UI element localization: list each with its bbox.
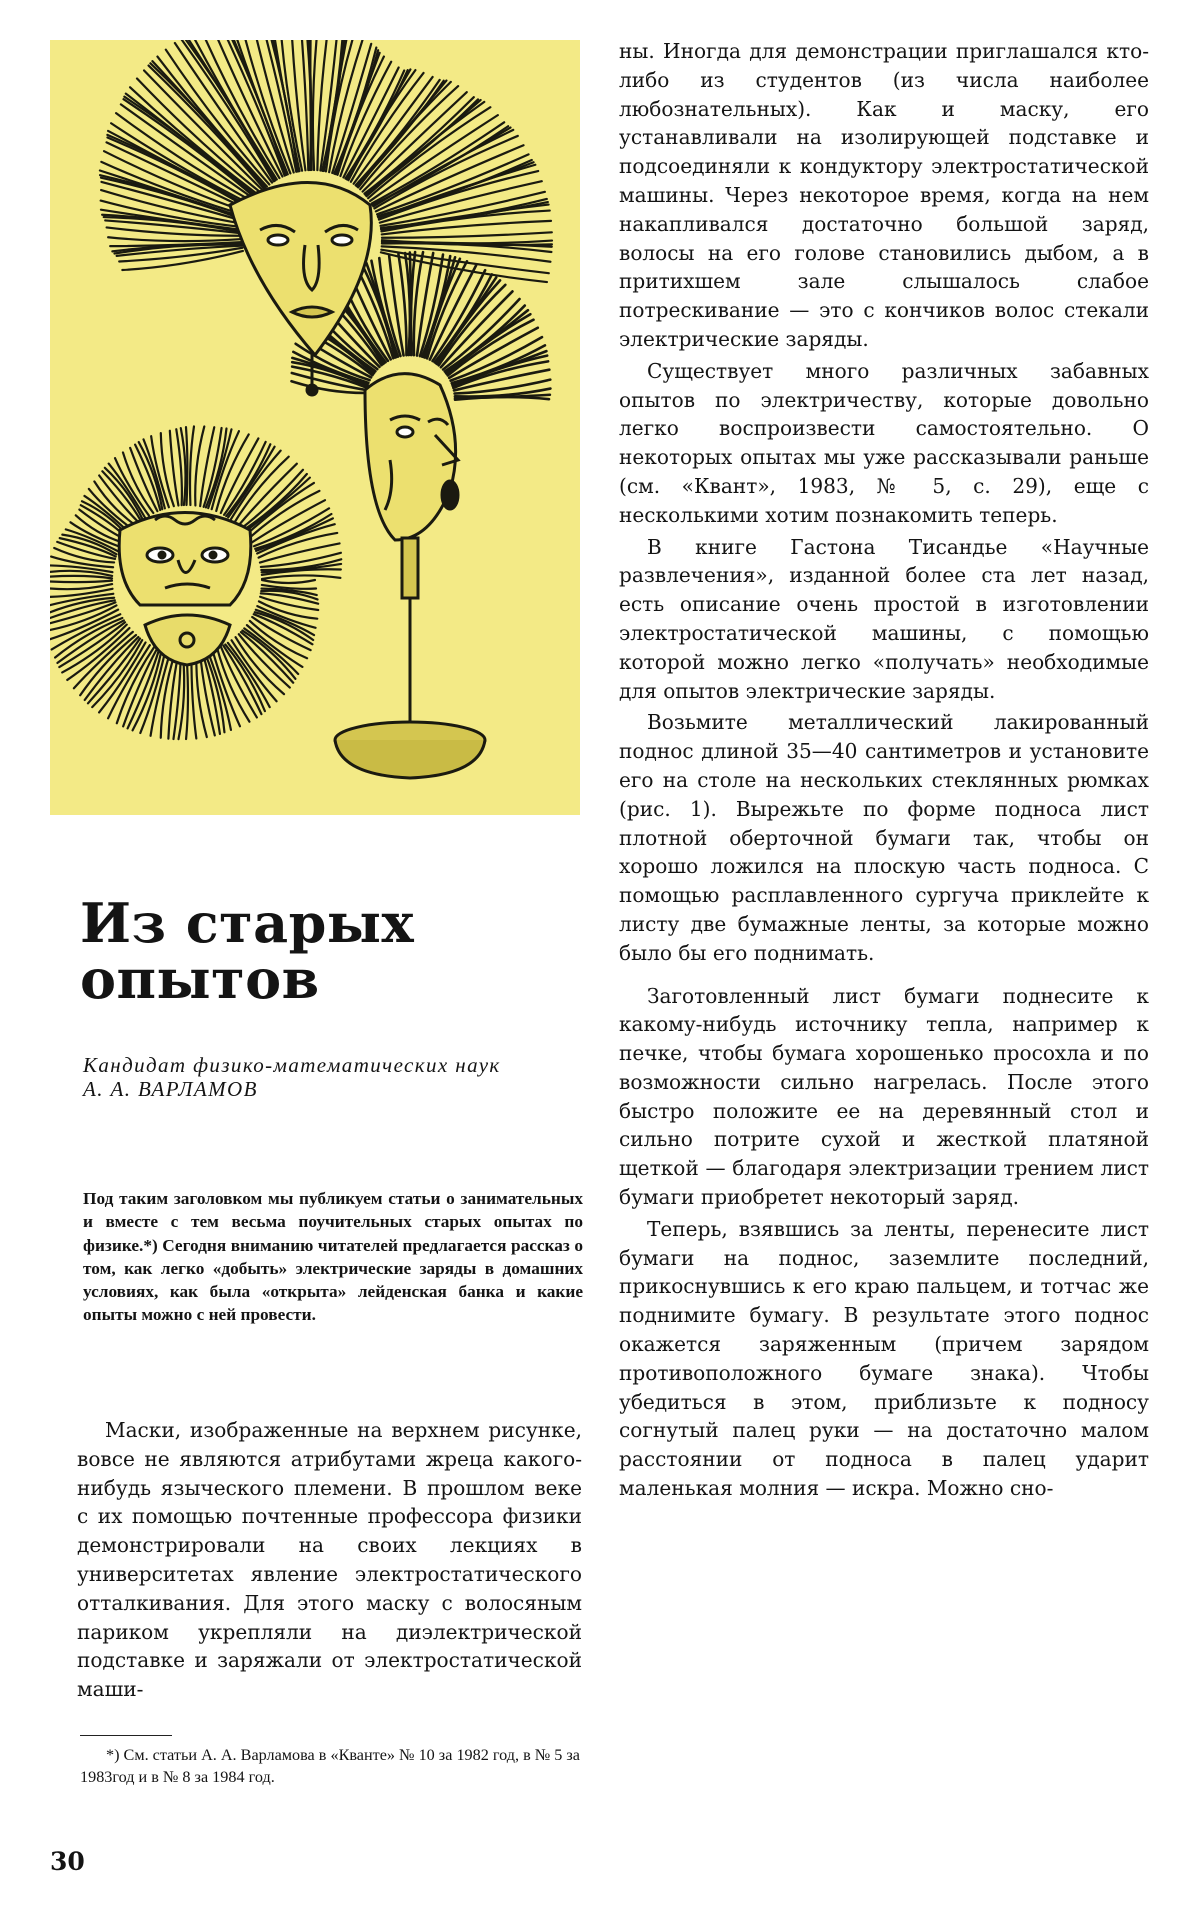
left-column — [77, 1416, 582, 1704]
hair-stroke — [370, 115, 498, 201]
left-column-paragraph: Маски, изображенные на верхнем рисунке, вовсе не являются атрибутами жреца какого-нибудь языческого племени. В прошлом веке с их помощью почтенные профессора физики демонстрировали на своих лекциях в университетах явление электростатического отталкивания. Для этого маску с волосяным париком укрепляли на диэлектрической подставке и заряжали от электростатической маши- — [77, 1418, 582, 1702]
right-column — [619, 37, 1149, 1506]
hair-stroke — [310, 40, 311, 170]
body-paragraph-3: В книге Гастона Тисандье «Научные развлечения», изданной более ста лет назад, есть описание очень простой в изготовлении электростатической машины, с помощью которой можно легко «получать» необходимые для опытов электрические заряды. — [619, 534, 1149, 703]
hair-stroke — [50, 581, 112, 582]
title-line-2: опытов — [80, 947, 320, 1011]
hair-stroke — [377, 154, 528, 214]
hair-stroke — [262, 580, 315, 583]
hair-stroke — [173, 655, 180, 739]
masks-illustration — [50, 40, 580, 815]
hair-stroke — [257, 524, 335, 553]
hair-stroke — [50, 584, 112, 589]
hair-stroke — [225, 644, 265, 711]
hair-stroke — [261, 593, 318, 603]
body-paragraph-1: ны. Иногда для демонстрации приглашался кто-либо из студентов (из числа наиболее любознательных). Как и маску, его устанавливали на изолирующей подставке и подсоединяли к кондуктору электростатической машины. Через некоторое время, когда на нем накапливался достаточно большой заряд, волосы на его голове становились дыбом, а в притихшем зале слышалось слабое потрескивание — это с кончиков волос стекали электрические заряды. — [619, 39, 1149, 351]
hair-stroke — [300, 40, 308, 170]
body-paragraph-6: Теперь, взявшись за ленты, перенесите лист бумаги на поднос, заземлите последний, прикоснувшись к его краю пальцем, и тотчас же поднимите бумагу. В результате этого поднос окажется заряженным (причем зарядом противоположного бумаге знака). Чтобы убедиться в этом, приблизьте к подносу согнутый палец руки — на достаточно малом расстоянии от подноса в палец ударит маленькая молния — искра. Можно сно- — [619, 1216, 1149, 1501]
hair-stroke — [260, 597, 318, 610]
hair-stroke — [455, 397, 549, 400]
hair-stroke — [262, 575, 340, 579]
author-degree: Кандидат физико-математических наук — [83, 1053, 501, 1077]
hair-stroke — [186, 655, 188, 739]
author-name: А. А. ВАРЛАМОВ — [83, 1077, 258, 1101]
title-line-1: Из старых — [80, 891, 415, 955]
hair-stroke — [382, 232, 552, 237]
body-paragraph-5: Заготовленный лист бумаги поднесите к какому-нибудь источнику тепла, например к печке, чтобы бумага хорошенько просохла и по возможности сильно нагрелась. После этого быстро положите ее на деревянный стол и сильно потрите сухой и жесткой платяной щеткой — благодаря электризации трением лист бумаги приобретет некоторый заряд. — [619, 983, 1149, 1210]
page-number: 30 — [50, 1847, 85, 1876]
hair-standing-masks-icon — [50, 40, 580, 815]
author-byline — [83, 1053, 583, 1101]
hair-stroke — [195, 426, 204, 505]
footnote-divider — [80, 1735, 172, 1736]
hair-stroke — [192, 40, 277, 180]
body-paragraph-2: Существует много различных забавных опытов по электричеству, которые довольно легко воспроизвести самостоятельно. О некоторых опытах мы уже рассказывали раньше (см. «Квант», 1983, № 5, с. 29), еще с несколькими хотим познакомить теперь. — [619, 358, 1149, 527]
hair-stroke — [107, 142, 249, 210]
hair-stroke — [50, 576, 112, 578]
hair-stroke — [332, 44, 371, 173]
body-paragraph-4: Возьмите металлический лакированный поднос длиной 35—40 сантиметров и установите его на столе на нескольких стеклянных рюмках (рис. 1). Вырежьте по форме подноса лист плотной оберточной бумаги так, чтобы он хорошо ложился на плоскую часть подноса. С помощью расплавленного сургуча приклейте к листу две бумажные ленты, за которые можно было бы его поднимать. — [619, 710, 1149, 965]
lead-paragraph: Под таким заголовком мы публикуем статьи о занимательных и вместе с тем весьма поучительных старых опытах по физике.*) Сегодня вниманию читателей предлагается рассказ о том, как легко «добыть» электрические заряды в домашних условиях, как была «открыта» лейденская банка и какие опыты можно с ней провести. — [83, 1189, 583, 1325]
hair-stroke — [108, 237, 242, 241]
hair-stroke — [190, 426, 194, 505]
article-title — [80, 891, 560, 1011]
footnote: *) См. статьи А. А. Варламова в «Кванте» № 10 за 1982 год, в № 5 за 1983год и в № 8 за 1984 год. — [80, 1746, 580, 1786]
